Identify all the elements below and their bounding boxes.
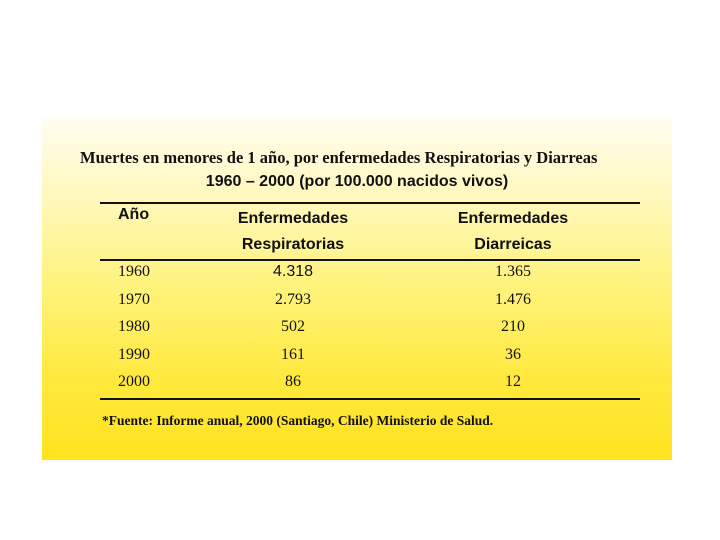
cell-year: 1960: [118, 263, 150, 280]
table-row: [100, 290, 640, 318]
header-respiratory-line2: Respiratorias: [241, 236, 345, 253]
cell-respiratory: 502: [281, 318, 305, 336]
header-diarrheal-line1: Enfermedades: [457, 210, 569, 227]
table-row: [100, 372, 640, 400]
header-year: Año: [118, 206, 150, 223]
cell-diarrheal: 1.476: [495, 290, 531, 308]
cell-respiratory: 4.318: [272, 263, 314, 280]
cell-diarrheal: 12: [505, 373, 521, 391]
header-diarrheal-line2: Diarreicas: [474, 236, 552, 253]
table-row: [100, 345, 640, 373]
table-body: [100, 262, 640, 400]
header-diarrheal: [420, 206, 606, 258]
table-row: [100, 317, 640, 345]
cell-year: 1990: [118, 345, 150, 363]
source-note: *Fuente: Informe anual, 2000 (Santiago, Chile) Ministerio de Salud.: [102, 413, 494, 428]
header-respiratory: [200, 206, 386, 258]
header-respiratory-line1: Enfermedades: [237, 210, 349, 227]
cell-respiratory: 2.793: [275, 290, 311, 308]
cell-diarrheal: 210: [501, 318, 525, 336]
bottom-rule: [100, 398, 640, 400]
top-rule: [100, 202, 640, 204]
cell-year: 2000: [118, 373, 150, 391]
table-title: Muertes en menores de 1 año, por enfermedades Respiratorias y Diarreas: [80, 148, 598, 167]
cell-year: 1970: [118, 290, 150, 308]
table-row: [100, 262, 640, 290]
cell-diarrheal: 36: [505, 345, 521, 363]
header-rule: [100, 259, 640, 261]
cell-respiratory: 86: [285, 373, 301, 391]
cell-diarrheal: 1.365: [495, 263, 531, 280]
table-subtitle: 1960 – 2000 (por 100.000 nacidos vivos): [205, 173, 509, 190]
cell-respiratory: 161: [281, 345, 305, 363]
cell-year: 1980: [118, 318, 150, 336]
